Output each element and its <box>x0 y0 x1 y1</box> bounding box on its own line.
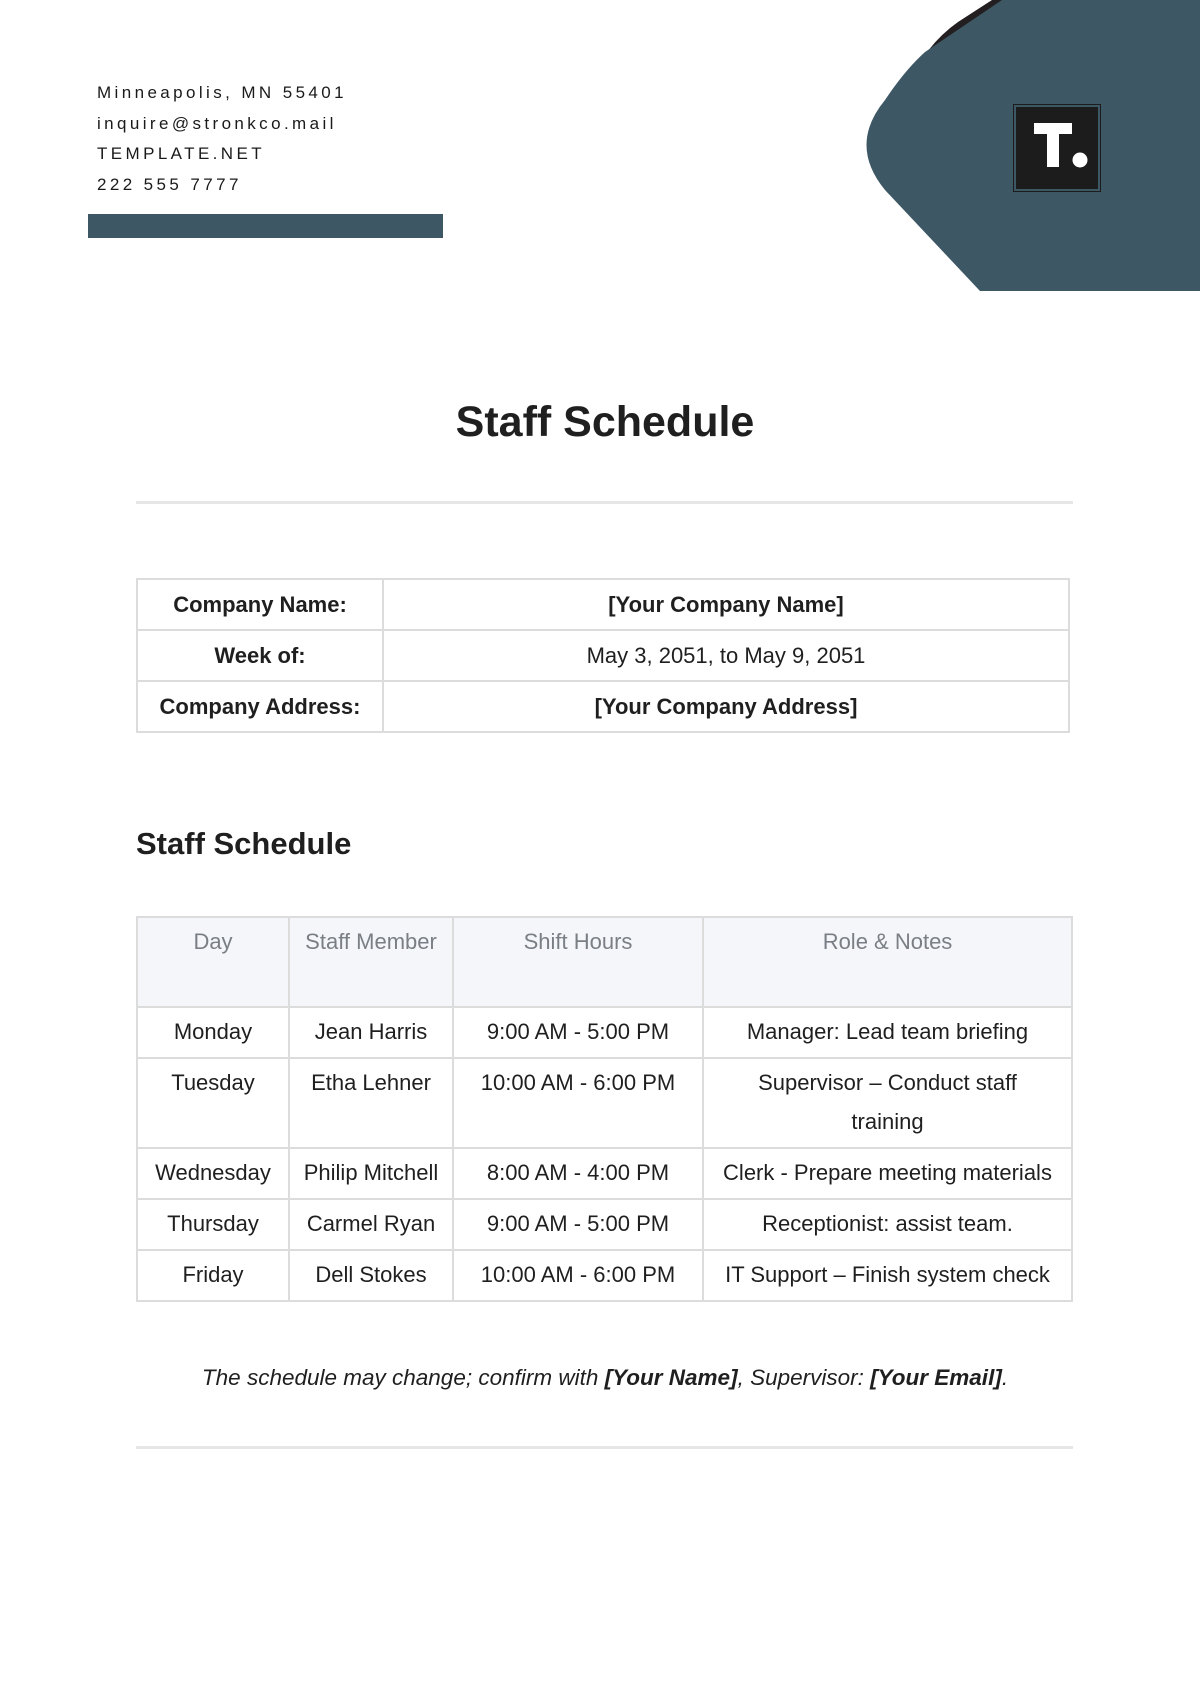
divider-bottom <box>136 1446 1073 1449</box>
cell-shift: 8:00 AM - 4:00 PM <box>453 1148 703 1199</box>
header-day: Day <box>137 917 289 1007</box>
cell-notes: Receptionist: assist team. <box>703 1199 1072 1250</box>
table-row <box>137 1007 1072 1058</box>
cell-staff: Jean Harris <box>289 1007 453 1058</box>
table-row <box>137 1148 1072 1199</box>
table-row <box>137 1199 1072 1250</box>
note-prefix: The schedule may change; confirm with <box>201 1365 605 1390</box>
note-name: [Your Name] <box>604 1365 738 1390</box>
contact-website: TEMPLATE.NET <box>97 144 266 163</box>
contact-address: Minneapolis, MN 55401 <box>97 83 347 102</box>
cell-day: Monday <box>137 1007 289 1058</box>
accent-bar <box>88 214 443 238</box>
divider-top <box>136 501 1073 504</box>
contact-block <box>97 78 347 200</box>
cell-notes: Supervisor – Conduct staff training <box>703 1058 1072 1148</box>
header-staff-member: Staff Member <box>289 917 453 1007</box>
schedule-table <box>136 916 1073 1302</box>
cell-staff: Dell Stokes <box>289 1250 453 1301</box>
cell-notes: IT Support – Finish system check <box>703 1250 1072 1301</box>
info-row <box>137 681 1069 732</box>
company-info-table <box>136 578 1070 733</box>
cell-shift: 9:00 AM - 5:00 PM <box>453 1199 703 1250</box>
cell-staff: Etha Lehner <box>289 1058 453 1148</box>
cell-day: Friday <box>137 1250 289 1301</box>
contact-email: inquire@stronkco.mail <box>97 113 337 133</box>
cell-day: Thursday <box>137 1199 289 1250</box>
info-value: [Your Company Name] <box>383 579 1069 630</box>
info-row <box>137 579 1069 630</box>
schedule-note <box>0 1365 1200 1391</box>
note-middle: , Supervisor: <box>737 1365 871 1390</box>
note-suffix: . <box>1001 1365 1009 1390</box>
header-role-notes: Role & Notes <box>703 917 1072 1007</box>
info-label: Company Name: <box>137 579 383 630</box>
table-row <box>137 1250 1072 1301</box>
company-logo <box>1014 105 1100 191</box>
cell-day: Wednesday <box>137 1148 289 1199</box>
cell-notes: Clerk - Prepare meeting materials <box>703 1148 1072 1199</box>
cell-shift: 10:00 AM - 6:00 PM <box>453 1058 703 1148</box>
info-row <box>137 630 1069 681</box>
cell-staff: Carmel Ryan <box>289 1199 453 1250</box>
contact-phone: 222 555 7777 <box>97 174 242 194</box>
cell-shift: 9:00 AM - 5:00 PM <box>453 1007 703 1058</box>
info-value: May 3, 2051, to May 9, 2051 <box>383 630 1069 681</box>
cell-notes: Manager: Lead team briefing <box>703 1007 1072 1058</box>
cell-shift: 10:00 AM - 6:00 PM <box>453 1250 703 1301</box>
info-label: Week of: <box>137 630 383 681</box>
header-shift-hours: Shift Hours <box>453 917 703 1007</box>
cell-day: Tuesday <box>137 1058 289 1148</box>
info-label: Company Address: <box>137 681 383 732</box>
document-title: Staff Schedule <box>455 398 755 446</box>
schedule-section-title: Staff Schedule <box>136 826 352 861</box>
note-email: [Your Email] <box>870 1365 1002 1390</box>
info-value: [Your Company Address] <box>383 681 1069 732</box>
cell-staff: Philip Mitchell <box>289 1148 453 1199</box>
schedule-header-row <box>137 917 1072 1007</box>
table-row <box>137 1058 1072 1148</box>
template-net-logo-icon <box>1034 117 1090 179</box>
